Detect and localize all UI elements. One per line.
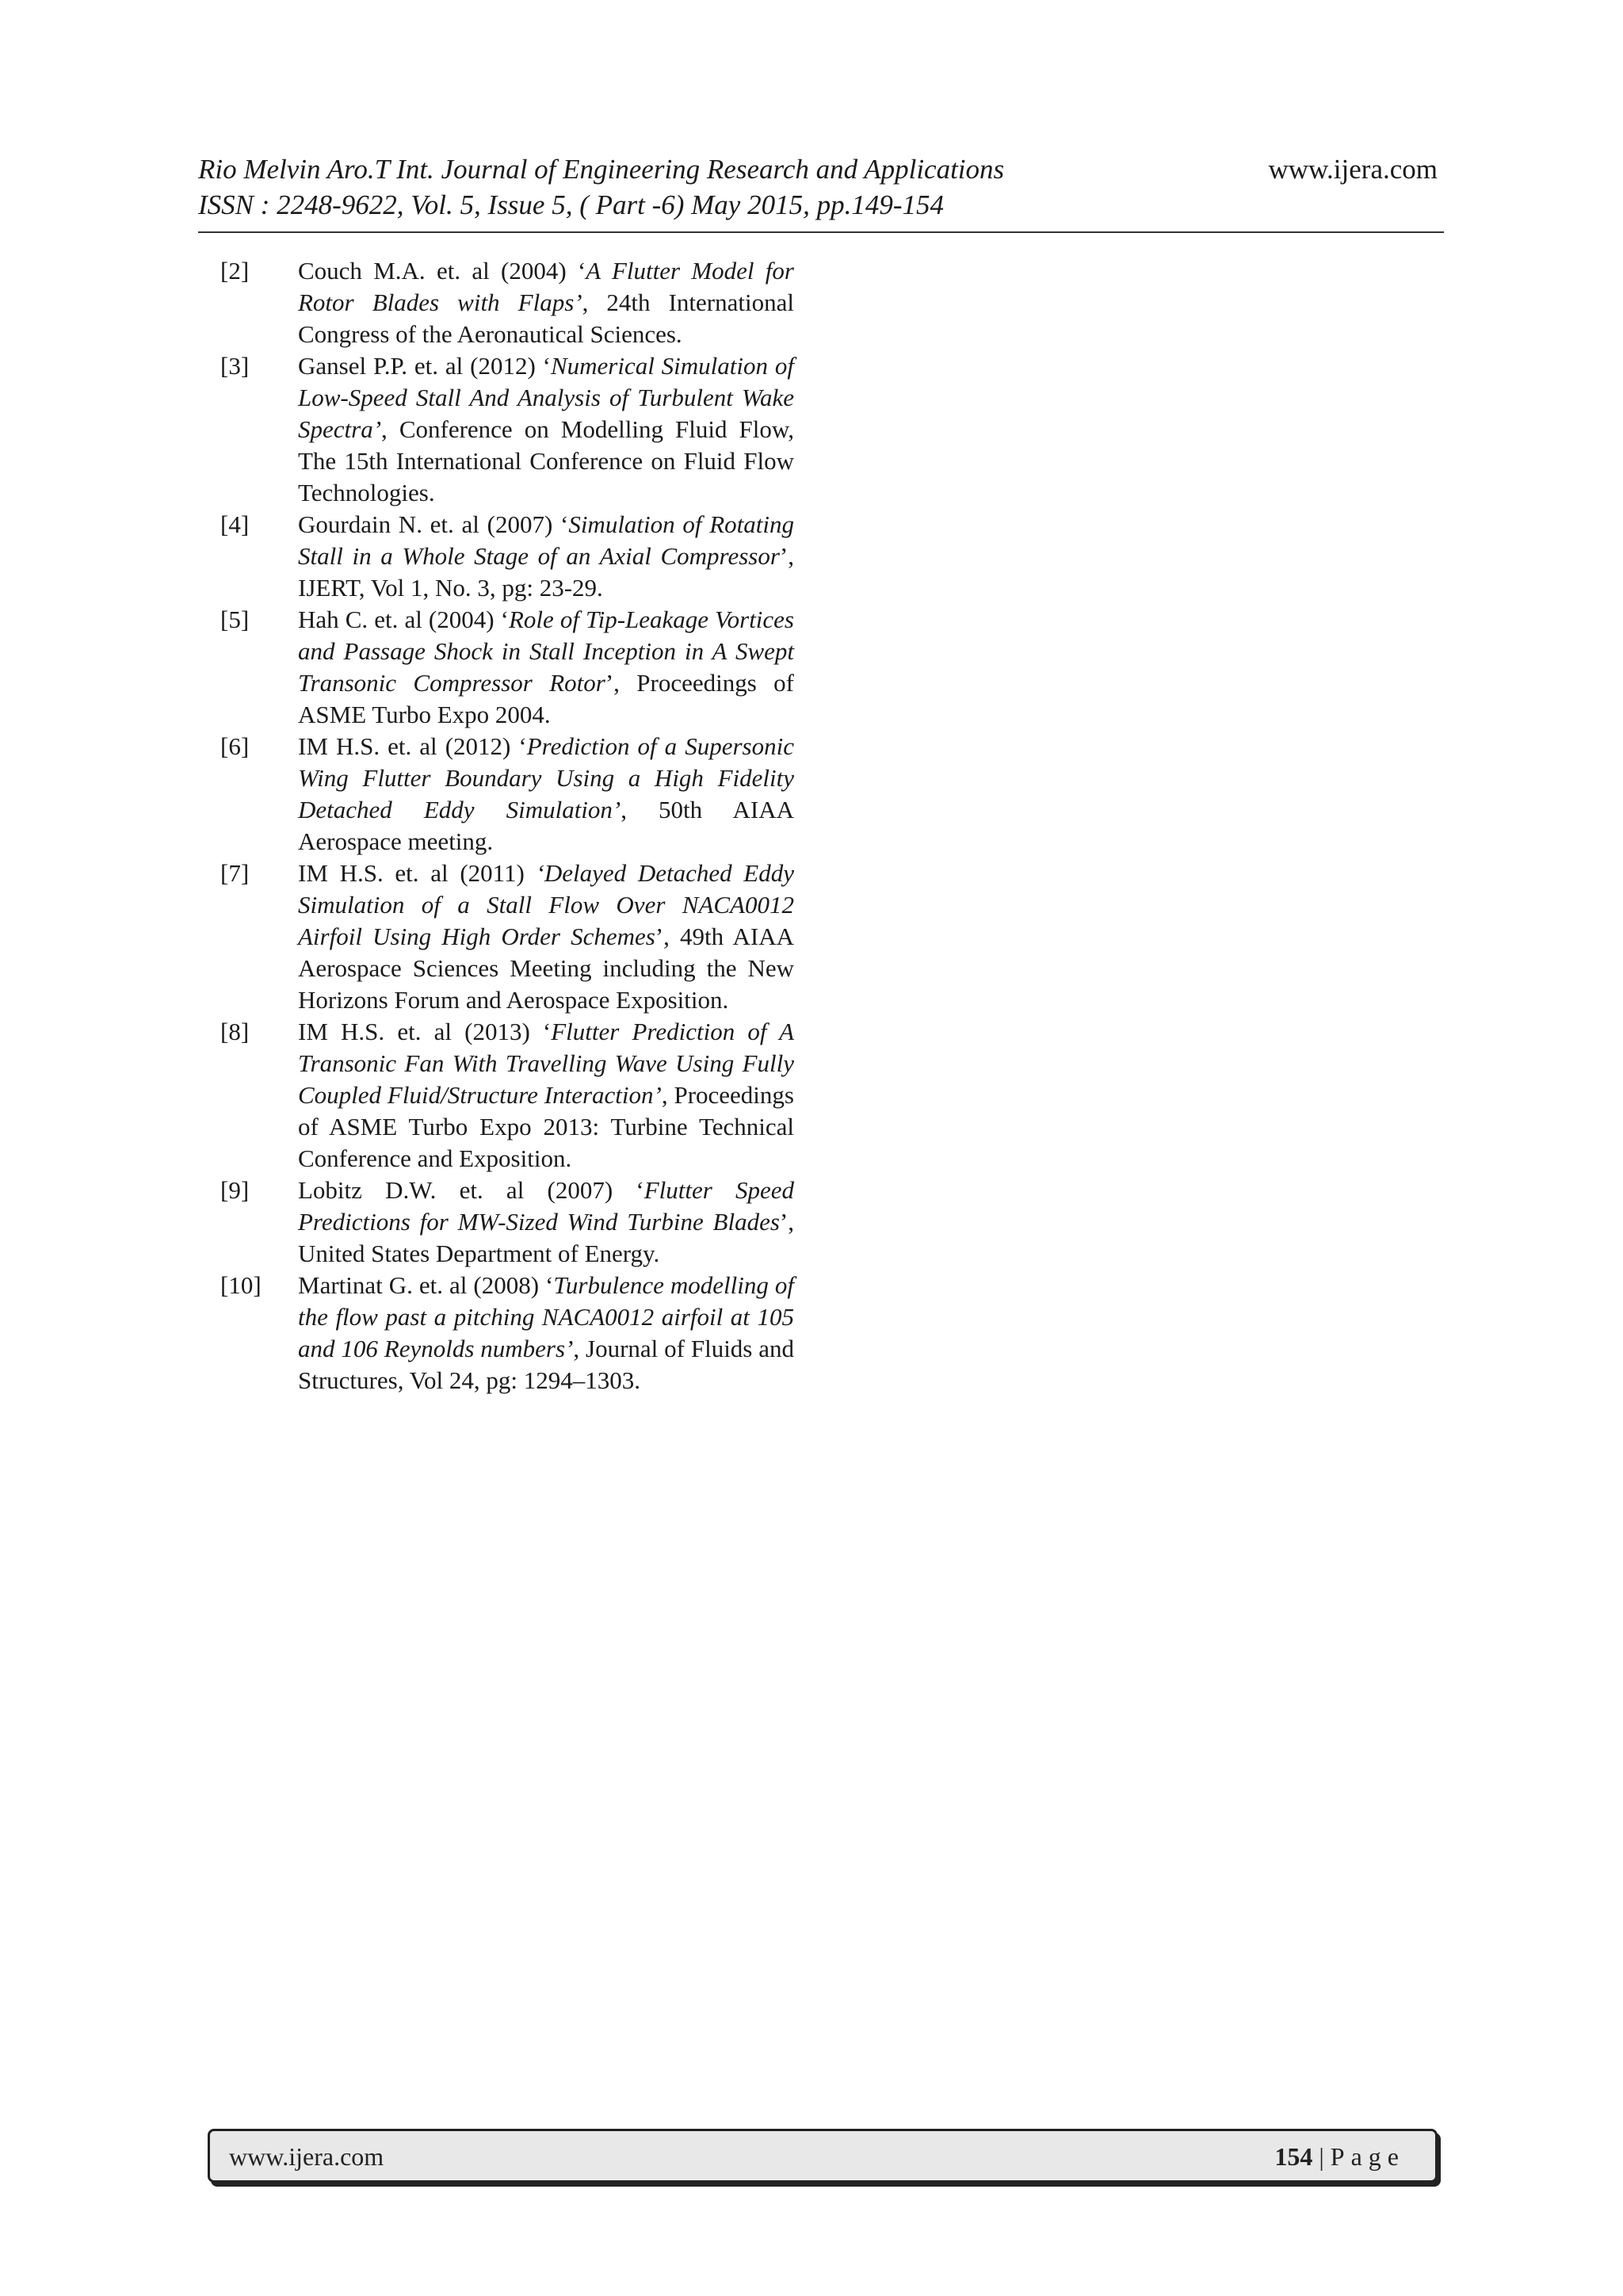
reference-number: [8] [220,1018,250,1045]
reference-authors: IM H.S. et. al (2013) ‘ [298,1018,552,1045]
reference-authors: Gansel P.P. et. al (2012) ‘ [298,352,551,380]
journal-website: www.ijera.com [1268,154,1438,185]
footer-website: www.ijera.com [229,2142,384,2171]
reference-authors: Gourdain N. et. al (2007) ‘ [298,510,569,538]
reference-item [220,509,794,604]
page-separator: | [1312,2142,1331,2171]
reference-source: , 50th AIAA Aerospace meeting. [298,796,794,855]
reference-item [220,350,794,509]
reference-source: , Conference on Modelling Fluid Flow, The 15th International Conference on Fluid Flow Technologies. [298,415,794,506]
reference-authors: Martinat G. et. al (2008) ‘ [298,1271,554,1299]
reference-title: Turbulence modelling of the flow past a pitching NACA0012 airfoil at 105 and 106 Reynolds numbers’ [298,1271,794,1362]
reference-title: Simulation of Rotating Stall in a Whole Stage of an Axial Compressor [298,510,794,570]
reference-number: [3] [220,352,250,380]
reference-authors: Lobitz D.W. et. al (2007) ‘ [298,1176,644,1204]
reference-item [220,255,794,350]
page-label: Page [1330,2142,1405,2171]
page-indicator [1274,2141,1405,2172]
reference-source: ’, United States Department of Energy. [298,1208,794,1267]
reference-title: Role of Tip-Leakage Vortices and Passage Shock in Stall Inception in A Swept Transonic Compressor Rotor [298,606,794,697]
reference-source: , Proceedings of ASME Turbo Expo 2013: Turbine Technical Conference and Exposition. [298,1081,794,1172]
reference-source: ’, Proceedings of ASME Turbo Expo 2004. [298,669,794,728]
reference-item [220,858,794,1016]
reference-source: , 24th International Congress of the Aeronautical Sciences. [298,288,794,348]
reference-authors: Couch M.A. et. al (2004) ‘ [298,257,586,285]
reference-title: Numerical Simulation of Low-Speed Stall And Analysis of Turbulent Wake Spectra’ [298,352,794,443]
reference-source: ’, 49th AIAA Aerospace Sciences Meeting including the New Horizons Forum and Aerospace Exposition. [298,923,794,1014]
reference-number: [4] [220,510,250,538]
reference-title: ‘Delayed Detached Eddy Simulation of a Stall Flow Over NACA0012 Airfoil Using High Order Schemes [298,859,794,950]
reference-number: [5] [220,606,250,633]
reference-authors: IM H.S. et. al (2012) ‘ [298,732,527,760]
reference-source: ’, IJERT, Vol 1, No. 3, pg: 23-29. [298,542,794,602]
reference-list [220,255,794,1396]
reference-item [220,1016,794,1175]
reference-number: [9] [220,1176,250,1204]
reference-title: Prediction of a Supersonic Wing Flutter Boundary Using a High Fidelity Detached Eddy Simulation’ [298,732,794,823]
reference-title: Flutter Speed Predictions for MW-Sized Wind Turbine Blades [298,1176,795,1236]
reference-number: [6] [220,732,250,760]
reference-item [220,1270,794,1396]
reference-title: A Flutter Model for Rotor Blades with Flaps’ [298,257,794,316]
reference-item [220,1175,794,1270]
page-header [198,152,1444,233]
page-number: 154 [1274,2142,1313,2171]
reference-number: [2] [220,257,250,285]
reference-item [220,731,794,858]
reference-source: , Journal of Fluids and Structures, Vol 24, pg: 1294–1303. [298,1335,795,1394]
reference-number: [7] [220,859,250,887]
reference-title: Flutter Prediction of A Transonic Fan With Travelling Wave Using Fully Coupled Fluid/Structure Interaction’ [298,1018,794,1109]
reference-authors: Hah C. et. al (2004) ‘ [298,606,509,633]
reference-authors: IM H.S. et. al (2011) [298,859,537,887]
reference-item [220,604,794,731]
page-footer [208,2129,1438,2183]
reference-number: [10] [220,1271,262,1299]
journal-citation-line: Rio Melvin Aro.T Int. Journal of Engineering Research and Applications [198,154,1005,185]
issn-volume-line: ISSN : 2248-9622, Vol. 5, Issue 5, ( Part -6) May 2015, pp.149-154 [198,189,945,220]
